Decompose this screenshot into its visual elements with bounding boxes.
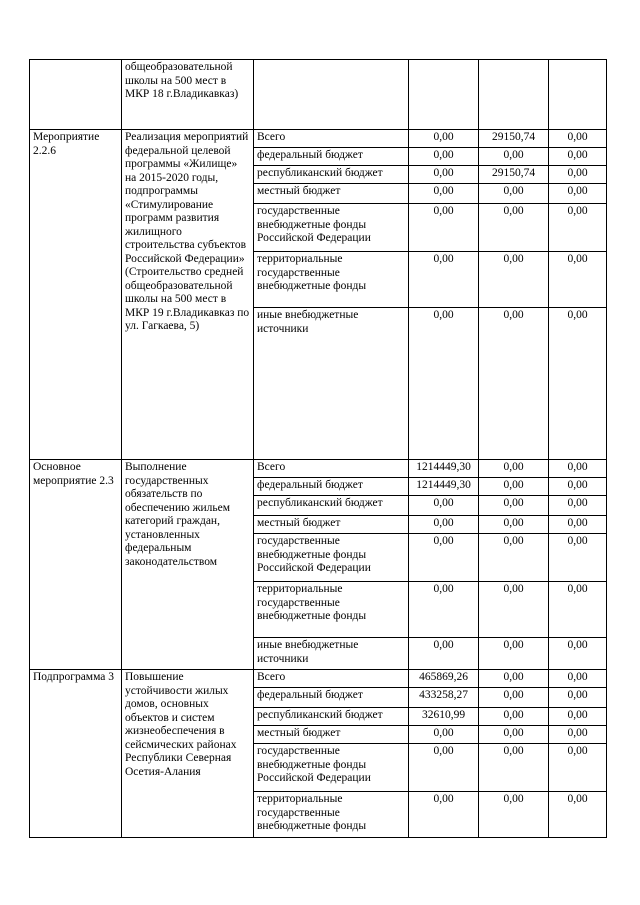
table-row (30, 60, 607, 130)
amount-year-1: 32610,99 (409, 708, 479, 726)
amount-year-1: 1214449,30 (409, 460, 479, 478)
program-name-cell (122, 130, 254, 460)
amount-year-1: 0,00 (409, 308, 479, 460)
funding-source: республиканский бюджет (254, 708, 409, 726)
funding-source: иные внебюджетные источники (254, 308, 409, 460)
amount-year-1: 0,00 (409, 516, 479, 534)
program-name: Повышение устойчивости жилых домов, основных объектов и систем жизнеобеспечения в сейсмических районах Республики Северная Осетия-Алания (125, 671, 237, 778)
amount-year-1: 0,00 (409, 184, 479, 204)
funding-source: государственные внебюджетные фонды Российской Федерации (254, 204, 409, 252)
amount-year-2: 0,00 (479, 496, 549, 516)
amount-year-1: 465869,26 (409, 670, 479, 688)
budget-table (29, 59, 607, 838)
amount-year-1: 433258,27 (409, 688, 479, 708)
amount-year-1: 0,00 (409, 496, 479, 516)
amount-year-2: 0,00 (479, 726, 549, 744)
amount-year-2: 0,00 (479, 534, 549, 582)
program-code: Основное мероприятие 2.3 (33, 461, 114, 487)
funding-source: местный бюджет (254, 184, 409, 204)
amount-year-3: 0,00 (549, 726, 607, 744)
amount-year-3: 0,00 (549, 148, 607, 166)
funding-source: республиканский бюджет (254, 496, 409, 516)
amount-year-2: 0,00 (479, 582, 549, 638)
amount-year-2: 0,00 (479, 460, 549, 478)
amount-year-3: 0,00 (549, 638, 607, 670)
program-name: Выполнение государственных обязательств по обеспечению жильем категорий граждан, установленных федеральным законодательством (125, 461, 231, 568)
funding-source: федеральный бюджет (254, 688, 409, 708)
amount-year-1: 0,00 (409, 638, 479, 670)
funding-source: федеральный бюджет (254, 148, 409, 166)
amount-year-1: 0,00 (409, 726, 479, 744)
funding-source: федеральный бюджет (254, 478, 409, 496)
amount-year-3: 0,00 (549, 534, 607, 582)
amount-year-3: 0,00 (549, 670, 607, 688)
amount-year-3: 0,00 (549, 516, 607, 534)
program-name-cell (122, 60, 254, 130)
amount-year-3: 0,00 (549, 478, 607, 496)
amount-year-2: 0,00 (479, 670, 549, 688)
funding-source: территориальные государственные внебюджетные фонды (254, 252, 409, 308)
amount-year-1: 0,00 (409, 148, 479, 166)
amount-year-1 (409, 60, 479, 130)
amount-year-1: 0,00 (409, 204, 479, 252)
amount-year-1: 0,00 (409, 130, 479, 148)
amount-year-3: 0,00 (549, 496, 607, 516)
amount-year-1: 0,00 (409, 166, 479, 184)
amount-year-1: 0,00 (409, 744, 479, 792)
table-body (30, 60, 607, 838)
amount-year-3: 0,00 (549, 460, 607, 478)
amount-year-3: 0,00 (549, 252, 607, 308)
program-code: Мероприятие 2.2.6 (33, 131, 100, 157)
funding-source: государственные внебюджетные фонды Российской Федерации (254, 534, 409, 582)
program-code-cell (30, 670, 122, 838)
program-name-cell (122, 670, 254, 838)
amount-year-2: 0,00 (479, 478, 549, 496)
program-name: общеобразовательной школы на 500 мест в МКР 18 г.Владикавказ) (125, 61, 239, 100)
amount-year-2: 0,00 (479, 204, 549, 252)
funding-source: государственные внебюджетные фонды Российской Федерации (254, 744, 409, 792)
amount-year-1: 0,00 (409, 534, 479, 582)
funding-source (254, 60, 409, 130)
amount-year-3: 0,00 (549, 130, 607, 148)
table-row (30, 670, 607, 688)
amount-year-3: 0,00 (549, 582, 607, 638)
amount-year-2 (479, 60, 549, 130)
program-code-cell (30, 60, 122, 130)
funding-source: Всего (254, 670, 409, 688)
amount-year-3: 0,00 (549, 744, 607, 792)
amount-year-2: 0,00 (479, 516, 549, 534)
amount-year-3: 0,00 (549, 184, 607, 204)
amount-year-2: 0,00 (479, 308, 549, 460)
funding-source: местный бюджет (254, 726, 409, 744)
amount-year-3: 0,00 (549, 792, 607, 838)
funding-source: республиканский бюджет (254, 166, 409, 184)
amount-year-2: 0,00 (479, 148, 549, 166)
program-code: Подпрограмма 3 (33, 671, 115, 683)
funding-source: территориальные государственные внебюджетные фонды (254, 582, 409, 638)
amount-year-2: 0,00 (479, 638, 549, 670)
amount-year-1: 0,00 (409, 252, 479, 308)
amount-year-2: 0,00 (479, 252, 549, 308)
amount-year-2: 0,00 (479, 688, 549, 708)
program-name: Реализация мероприятий федеральной целевой программы «Жилище» на 2015-2020 годы, подпрограммы «Стимулирование программ развития жилищного строительства субъектов Российской Федерации» (Строительство средней общеобразовательной школы на 500 мест в МКР 19 г.Владикавказ по ул. Гагкаева, 5) (125, 131, 250, 332)
amount-year-2: 29150,74 (479, 166, 549, 184)
table-row (30, 130, 607, 148)
amount-year-2: 0,00 (479, 708, 549, 726)
amount-year-2: 0,00 (479, 184, 549, 204)
amount-year-3: 0,00 (549, 204, 607, 252)
amount-year-2: 0,00 (479, 744, 549, 792)
amount-year-3: 0,00 (549, 308, 607, 460)
program-code-cell (30, 460, 122, 670)
amount-year-2: 0,00 (479, 792, 549, 838)
amount-year-3: 0,00 (549, 708, 607, 726)
funding-source: местный бюджет (254, 516, 409, 534)
funding-source: территориальные государственные внебюджетные фонды (254, 792, 409, 838)
program-code-cell (30, 130, 122, 460)
table-row (30, 460, 607, 478)
amount-year-1: 1214449,30 (409, 478, 479, 496)
amount-year-3: 0,00 (549, 688, 607, 708)
funding-source: иные внебюджетные источники (254, 638, 409, 670)
program-name-cell (122, 460, 254, 670)
funding-source: Всего (254, 460, 409, 478)
amount-year-2: 29150,74 (479, 130, 549, 148)
amount-year-3 (549, 60, 607, 130)
amount-year-3: 0,00 (549, 166, 607, 184)
amount-year-1: 0,00 (409, 792, 479, 838)
funding-source: Всего (254, 130, 409, 148)
amount-year-1: 0,00 (409, 582, 479, 638)
